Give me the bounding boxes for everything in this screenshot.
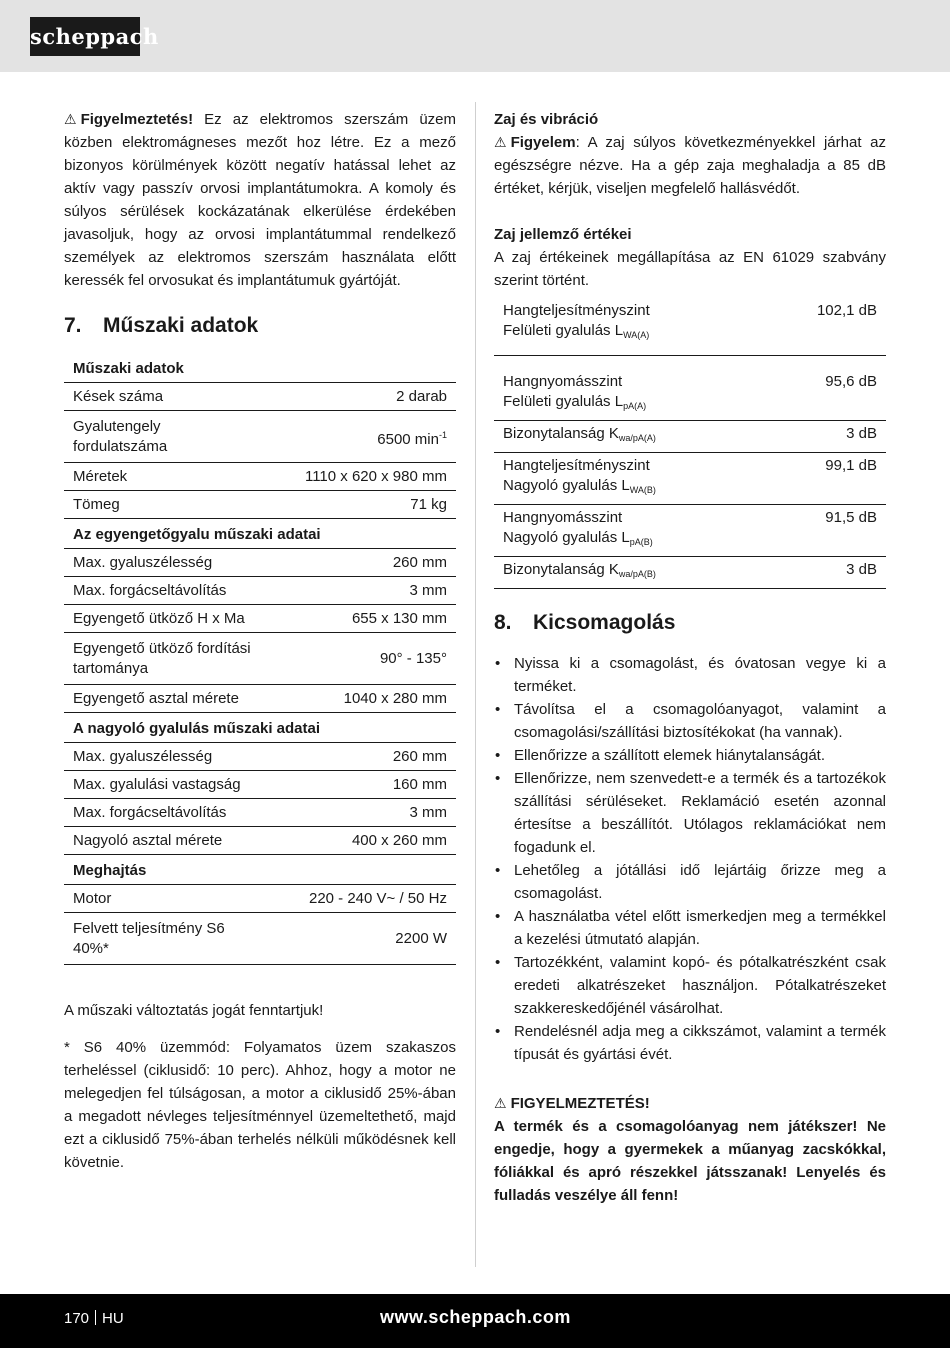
row-label: Felvett teljesítmény S6 40%* [64, 913, 264, 965]
row-value: 160 mm [264, 771, 456, 799]
row-label: Max. gyalulási vastagság [64, 771, 264, 799]
row-label: Max. forgácseltávolítás [64, 799, 264, 827]
label-subscript: WA(A) [623, 330, 650, 340]
row-value: 3 mm [264, 577, 456, 605]
table-row [64, 577, 456, 605]
row-value-sup: -1 [438, 429, 447, 440]
table-row [494, 298, 886, 356]
emf-warning-label: Figyelmeztetés! [80, 111, 194, 128]
noise-heading: Zaj és vibráció [494, 111, 599, 128]
label-line: Hangnyomásszint [503, 509, 623, 526]
label-line: Felületi gyalulás L [503, 393, 624, 410]
row-label [494, 557, 763, 589]
table-row [494, 453, 886, 505]
page-header-bar [0, 0, 950, 72]
label-line: Hangteljesítményszint [503, 457, 650, 474]
final-warning-title-text: FIGYELMEZTETÉS! [510, 1095, 650, 1112]
row-value: 1040 x 280 mm [264, 685, 456, 713]
table-group-heading: Műszaki adatok [64, 353, 456, 383]
row-value: 91,5 dB [763, 505, 886, 557]
warning-triangle-icon: ⚠ [494, 134, 507, 150]
table-row [64, 463, 456, 491]
table-row [64, 633, 456, 685]
table-row [64, 885, 456, 913]
row-label: Kések száma [64, 383, 264, 411]
page-info [64, 1310, 124, 1327]
table-row [64, 491, 456, 519]
table-group-heading: Az egyengetőgyalu műszaki adatai [64, 519, 456, 549]
list-item: • Tartozékként, valamint kopó- és pótalkatrészként csak eredeti alkatrészeket használjon. Pótalkatrészeket szakkereskedőjénél vásárolhat. [494, 951, 886, 1020]
row-value: 71 kg [264, 491, 456, 519]
table-row [64, 549, 456, 577]
left-column [64, 108, 456, 1174]
row-value: 102,1 dB [763, 298, 886, 356]
noise-values-table [494, 298, 886, 589]
row-label: Egyengető ütköző fordítási tartománya [64, 633, 264, 685]
label-subscript: wa/pA(A) [618, 433, 656, 443]
section-number: 8. [494, 611, 512, 634]
warning-triangle-icon: ⚠ [494, 1095, 507, 1111]
row-value: 260 mm [264, 743, 456, 771]
final-warning-title [494, 1092, 886, 1115]
row-value: 220 - 240 V~ / 50 Hz [264, 885, 456, 913]
row-label: Max. forgácseltávolítás [64, 577, 264, 605]
table-row [64, 411, 456, 463]
label-line: Bizonytalanság K [503, 425, 619, 442]
row-value-text: 6500 min [377, 430, 439, 448]
technical-change-note: A műszaki változtatás jogát fenntartjuk! [64, 1002, 324, 1019]
page-number: 170 [64, 1310, 90, 1327]
table-row [64, 827, 456, 855]
row-value: 655 x 130 mm [264, 605, 456, 633]
list-item: • Ellenőrizze a szállított elemek hiánytalanságát. [494, 744, 886, 767]
table-row [64, 685, 456, 713]
row-label: Nagyoló asztal mérete [64, 827, 264, 855]
list-item: • Nyissa ki a csomagolást, és óvatosan vegye ki a terméket. [494, 652, 886, 698]
label-subscript: pA(B) [629, 537, 653, 547]
unpacking-list [494, 652, 886, 1066]
emf-warning-paragraph [64, 108, 456, 292]
noise-values-heading: Zaj jellemző értékei [494, 226, 632, 243]
label-line: Hangnyomásszint [503, 373, 623, 390]
table-row [494, 421, 886, 453]
row-value: 95,6 dB [763, 356, 886, 421]
row-label: Egyengető ütköző H x Ma [64, 605, 264, 633]
table-row [64, 605, 456, 633]
row-value: 90° - 135° [264, 633, 456, 685]
row-value: 260 mm [264, 549, 456, 577]
noise-warning-label: Figyelem [510, 134, 576, 151]
row-value: 3 dB [763, 557, 886, 589]
table-row [494, 356, 886, 421]
list-item: • A használatba vétel előtt ismerkedjen meg a termékkel a kezelési útmutató alapján. [494, 905, 886, 951]
label-line: Bizonytalanság K [503, 561, 619, 578]
row-label [494, 421, 763, 453]
section-number: 7. [64, 314, 82, 337]
row-value: 99,1 dB [763, 453, 886, 505]
row-label [494, 453, 763, 505]
row-label: Egyengető asztal mérete [64, 685, 264, 713]
page-footer [0, 1294, 950, 1348]
row-value: 1110 x 620 x 980 mm [264, 463, 456, 491]
table-group-heading: A nagyoló gyalulás műszaki adatai [64, 713, 456, 743]
emf-warning-text: Ez az elektromos szerszám üzem közben elektromágneses mezőt hoz létre. Ez a mező bizonyos körülmények között negatív hatással lehet az aktív vagy passzív orvosi implantátumokra. A komoly és súlyos sérülések kockázatának elkerülése érdekében javasoljuk, hogy az orvosi implantátummal rendelkező személyek az elektromos szerszám használata előtt keressék fel orvosukat és implantátumuk gyártóját. [64, 111, 456, 289]
warning-triangle-icon: ⚠ [64, 111, 77, 127]
row-label [494, 356, 763, 421]
table-group-heading: Meghajtás [64, 855, 456, 885]
row-value: 3 dB [763, 421, 886, 453]
right-column [494, 108, 886, 1207]
label-line: Felületi gyalulás L [503, 322, 624, 339]
row-label [494, 505, 763, 557]
table-row [64, 771, 456, 799]
noise-values-intro: A zaj értékeinek megállapítása az EN 61029 szabvány szerint történt. [494, 249, 886, 289]
label-subscript: WA(B) [629, 485, 656, 495]
list-item: • Lehetőleg a jótállási idő lejártáig őrizze meg a csomagolást. [494, 859, 886, 905]
list-item: • Ellenőrizze, nem szenvedett-e a termék és a tartozékok szállítási sérüléseket. Reklamáció esetén azonnal értesítse a beszállítót. Utólagos reklamációkat nem fogadunk el. [494, 767, 886, 859]
row-value: 2200 W [264, 913, 456, 965]
website-url: www.scheppach.com [380, 1307, 571, 1327]
table-row [64, 743, 456, 771]
row-label: Max. gyaluszélesség [64, 743, 264, 771]
final-warning-text: A termék és a csomagolóanyag nem játékszer! Ne engedje, hogy a gyermekek a műanyag zacskókkal, fóliákkal és apró részekkel játsszanak! Lenyelés és fulladás veszélye áll fenn! [494, 1118, 886, 1204]
section-8-heading [494, 611, 886, 634]
s6-footnote: * S6 40% üzemmód: Folyamatos üzem szakaszos terheléssel (ciklusidő: 10 perc). Ahhoz, hogy a motor ne melegedjen fel túlságosan, a motor a ciklusidő 25%-ában a megadott névleges teljesítménnyel üzemeltethető, majd ezt a ciklusidő 75%-ában terhelés nélküli működésnek kell követnie. [64, 1039, 456, 1171]
scheppach-logo: scheppach [30, 17, 140, 56]
row-label: Max. gyaluszélesség [64, 549, 264, 577]
noise-warning-text: : A zaj súlyos következményekkel járhat az egészségre nézve. Ha a gép zaja meghaladja a 85 dB értéket, kérjük, viseljen megfelelő hallásvédőt. [494, 134, 886, 197]
row-value: 2 darab [264, 383, 456, 411]
row-label [494, 298, 763, 356]
section-title: Kicsomagolás [533, 611, 676, 634]
table-row [64, 913, 456, 965]
row-label: Tömeg [64, 491, 264, 519]
list-item: • Távolítsa el a csomagolóanyagot, valamint a csomagolási/szállítási biztosítékokat (ha vannak). [494, 698, 886, 744]
table-row [64, 383, 456, 411]
row-label: Motor [64, 885, 264, 913]
label-line: Nagyoló gyalulás L [503, 477, 630, 494]
footer-separator [95, 1310, 96, 1325]
label-subscript: pA(A) [623, 401, 647, 411]
row-label: Gyalutengely fordulatszáma [64, 411, 264, 463]
section-title: Műszaki adatok [103, 314, 259, 337]
row-label: Méretek [64, 463, 264, 491]
table-row [494, 505, 886, 557]
list-item: • Rendelésnél adja meg a cikkszámot, valamint a termék típusát és gyártási évét. [494, 1020, 886, 1066]
column-divider [475, 102, 476, 1267]
language-code: HU [102, 1310, 124, 1327]
label-line: Hangteljesítményszint [503, 302, 650, 319]
label-line: Nagyoló gyalulás L [503, 529, 630, 546]
row-value [264, 411, 456, 463]
section-7-heading [64, 314, 456, 337]
row-value: 400 x 260 mm [264, 827, 456, 855]
row-value: 3 mm [264, 799, 456, 827]
table-row [64, 799, 456, 827]
noise-warning-paragraph [494, 131, 886, 200]
label-subscript: wa/pA(B) [618, 569, 656, 579]
table-row [494, 557, 886, 589]
technical-data-table [64, 353, 456, 965]
